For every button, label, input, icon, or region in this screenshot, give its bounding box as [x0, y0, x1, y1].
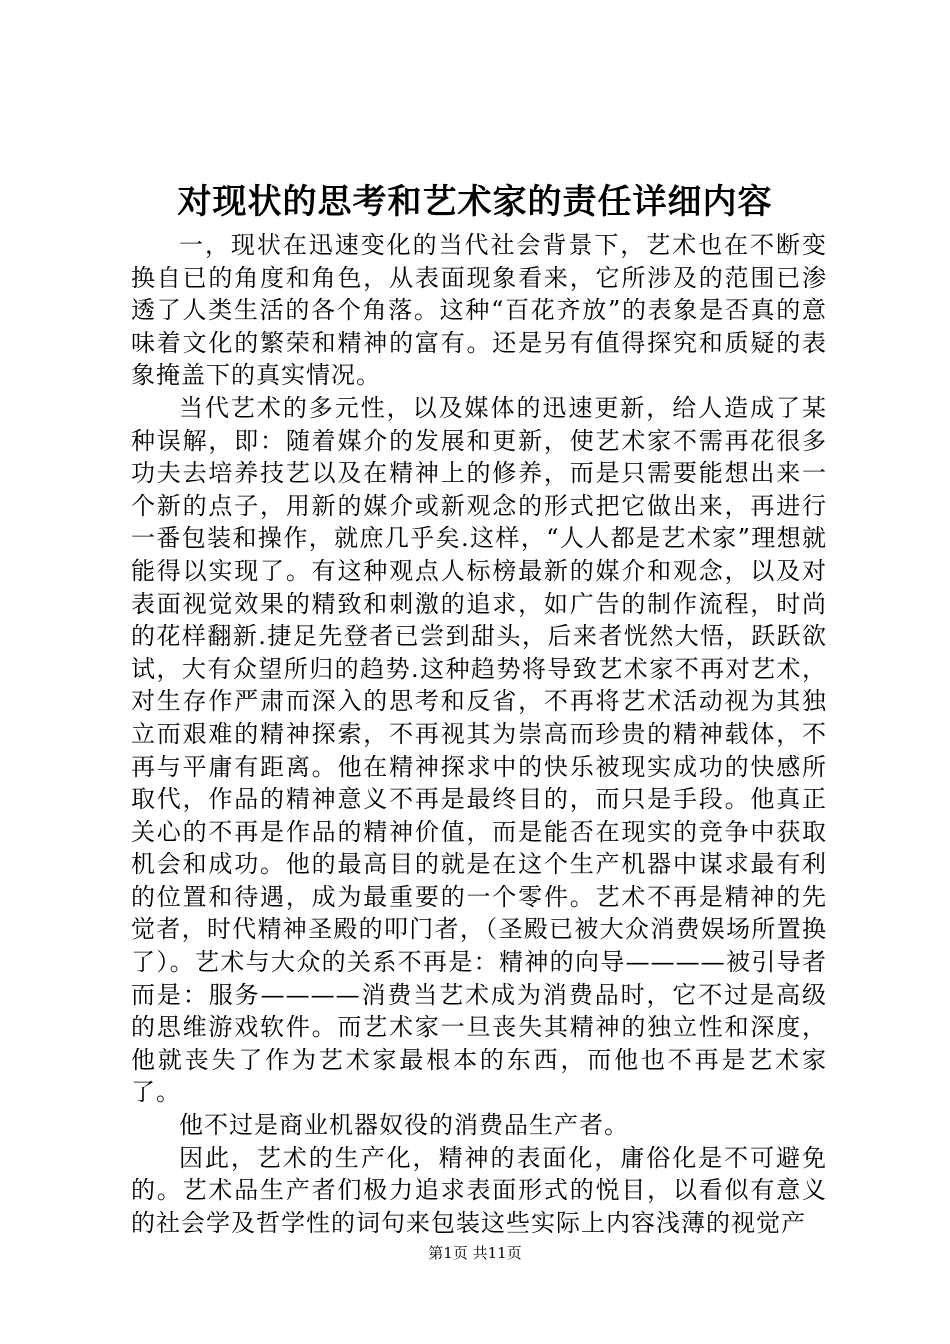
- page-title: 对现状的思考和艺术家的责任详细内容: [177, 182, 773, 222]
- paragraph: 因此，艺术的生产化，精神的表面化，庸俗化是不可避免的。艺术品生产者们极力追求表面形式的悦目，以看似有意义的社会学及哲学性的词句来包装这些实际上内容浅薄的视觉产: [131, 1143, 827, 1237]
- page-footer: 第1页 共11页: [428, 1244, 522, 1262]
- paragraph: 当代艺术的多元性，以及媒体的迅速更新，给人造成了某种误解，即：随着媒介的发展和更新，使艺术家不需再花很多功夫去培养技艺以及在精神上的修养，而是只需要能想出来一个新的点子，用新的媒介或新观念的形式把它做出来，再进行一番包装和操作，就庶几乎矣.这样，“人人都是艺术家”理想就能得以实现了。有这种观点人标榜最新的媒介和观念，以及对表面视觉效果的精致和刺激的追求，如广告的制作流程，时尚的花样翻新.捷足先登者已尝到甜头，后来者恍然大悟，跃跃欲试，大有众望所归的趋势.这种趋势将导致艺术家不再对艺术，对生存作严肃而深入的思考和反省，不再将艺术活动视为其独立而艰难的精神探索，不再视其为崇高而珍贵的精神载体，不再与平庸有距离。他在精神探求中的快乐被现实成功的快感所取代，作品的精神意义不再是最终目的，而只是手段。他真正关心的不再是作品的精神价值，而是能否在现实的竞争中获取机会和成功。他的最高目的就是在这个生产机器中谋求最有利的位置和待遇，成为最重要的一个零件。艺术不再是精神的先觉者，时代精神圣殿的叩门者，（圣殿已被大众消费娱场所置换了）。艺术与大众的关系不再是：精神的向导————被引导者而是：服务————消费当艺术成为消费品时，它不过是高级的思维游戏软件。而艺术家一旦丧失其精神的独立性和深度，他就丧失了作为艺术家最根本的东西，而他也不再是艺术家了。: [131, 393, 827, 1107]
- paragraph: 一，现状在迅速变化的当代社会背景下，艺术也在不断变换自已的角度和角色，从表面现象看来，它所涉及的范围已渗透了人类生活的各个角落。这种“百花齐放”的表象是否真的意味着文化的繁荣和精神的富有。还是另有值得探究和质疑的表象掩盖下的真实情况。: [131, 231, 827, 390]
- document-body: [131, 229, 827, 1239]
- paragraph: 他不过是商业机器奴役的消费品生产者。: [179, 1111, 629, 1140]
